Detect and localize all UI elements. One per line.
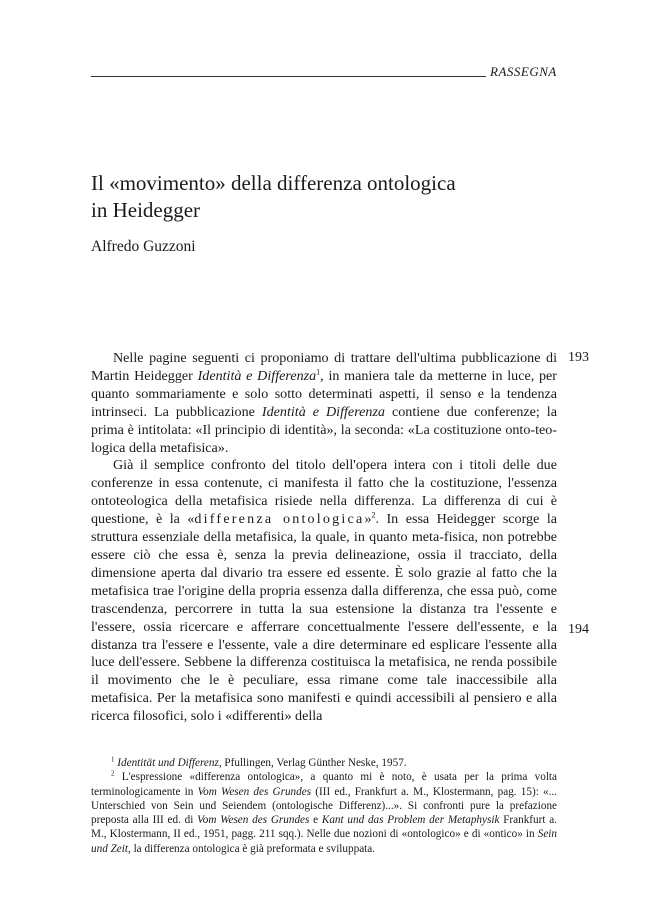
work-title: Identità e Differenza	[197, 367, 317, 384]
title-line-2: in Heidegger	[91, 198, 201, 222]
work-title: Sein und Zeit	[91, 828, 557, 855]
footnote-number: 2	[111, 769, 115, 778]
footnote-2: $^2$ L'espressione «differenza ontologica», a quanto mi è noto, è usata per la prima volta terminologicamente in Vom Wesen des Grundes (III ed., Frankfurt a. M., Klostermann, pag. 15): «... Unterschied von Sein und Seiendem (ontologische Differenz)...». Si confronti pure la prefazione preposta alla III ed. di Vom Wesen des Grundes e Kant und das Problem der Metaphysik Frankfurt a. M., Klostermann, II ed., 1951, pagg. 211 sqq.). Nelle due nozioni di «ontologico» e di «ontico» in Sein und Zeit, la differenza ontologica è già preformata e sviluppata.	[91, 769, 558, 855]
author-name: Alfredo Guzzoni	[91, 238, 196, 255]
work-title: Identität und Differenz	[117, 757, 219, 769]
footnote-ref-2[interactable]: 2	[371, 510, 376, 520]
title-line-1: Il «movimento» della differenza ontologica	[91, 171, 456, 195]
article-title	[91, 170, 531, 224]
running-head: RASSEGNA	[490, 64, 557, 79]
article-body	[91, 350, 557, 726]
spaced-term: differenza ontologica	[194, 511, 365, 528]
footnote-ref-1[interactable]: 1	[316, 367, 321, 377]
footnote-1: $^1$ Identität und Differenz, Pfullingen, Verlag Günther Neske, 1957.	[111, 755, 407, 769]
footnotes	[91, 756, 557, 856]
page-reference-194: 194	[568, 622, 589, 637]
work-title: Vom Wesen des Grundes	[197, 785, 312, 798]
paragraph-2: Già il semplice confronto del titolo dell'opera intera con i titoli delle due conferenze in essa contenute, ci manifesta il fatto che la costituzione, l'essenza ontoteologica della metafisica risiede nella differenza. La differenza di cui è questione, è la «differenza ontologica»$^2$. In essa Heidegger scorge la struttura essenziale della metafisica, la quale, in quanto meta-fisica, non potrebbe essere ciò che essa è, senza la previa delineazione, ossia il tracciato, della dimensione aperta dal divario tra essere ed essente. È solo grazie al fatto che la metafisica trae l'origine della propria essenza dalla differenza, che essa può, come trascendenza, percorrere in tutta la sua estensione la distanza tra l'essente e l'essere, ossia ricercare e afferrare concettualmente l'essere dell'essente, e la distanza tra l'essere e l'essente, vale a dire determinare ed esplicare l'essente alla luce dell'essere. Sebbene la differenza costituisca la metafisica, ne renda possibile il movimento che le è peculiare, essa rimane come tale inaccessibile alla metafisica. Per la metafisica sono manifesti e quindi accessibili al pensiero e alla ricerca filosofici, solo i «differenti» della	[91, 457, 557, 725]
footnote-number: 1	[111, 755, 115, 764]
work-title: Vom Wesen des Grundes	[197, 814, 310, 827]
work-title: Kant und das Problem der Metaphysik	[321, 814, 500, 827]
header-rule	[91, 76, 486, 77]
page-reference-193: 193	[568, 350, 589, 365]
work-title: Identità e Differenza	[261, 403, 385, 420]
paragraph-1: Nelle pagine seguenti ci proponiamo di trattare dell'ultima pubblicazione di Martin Heidegger Identità e Differenza$^1$, in maniera tale da metterne in luce, per quanto sommariamente e solo sotto determinati aspetti, il senso e la tendenza intrinseci. La pubblicazione Identità e Differenza contiene due conferenze; la prima è intitolata: «Il principio di identità», la seconda: «La costituzione onto-teo-logica della metafisica».	[91, 350, 557, 456]
